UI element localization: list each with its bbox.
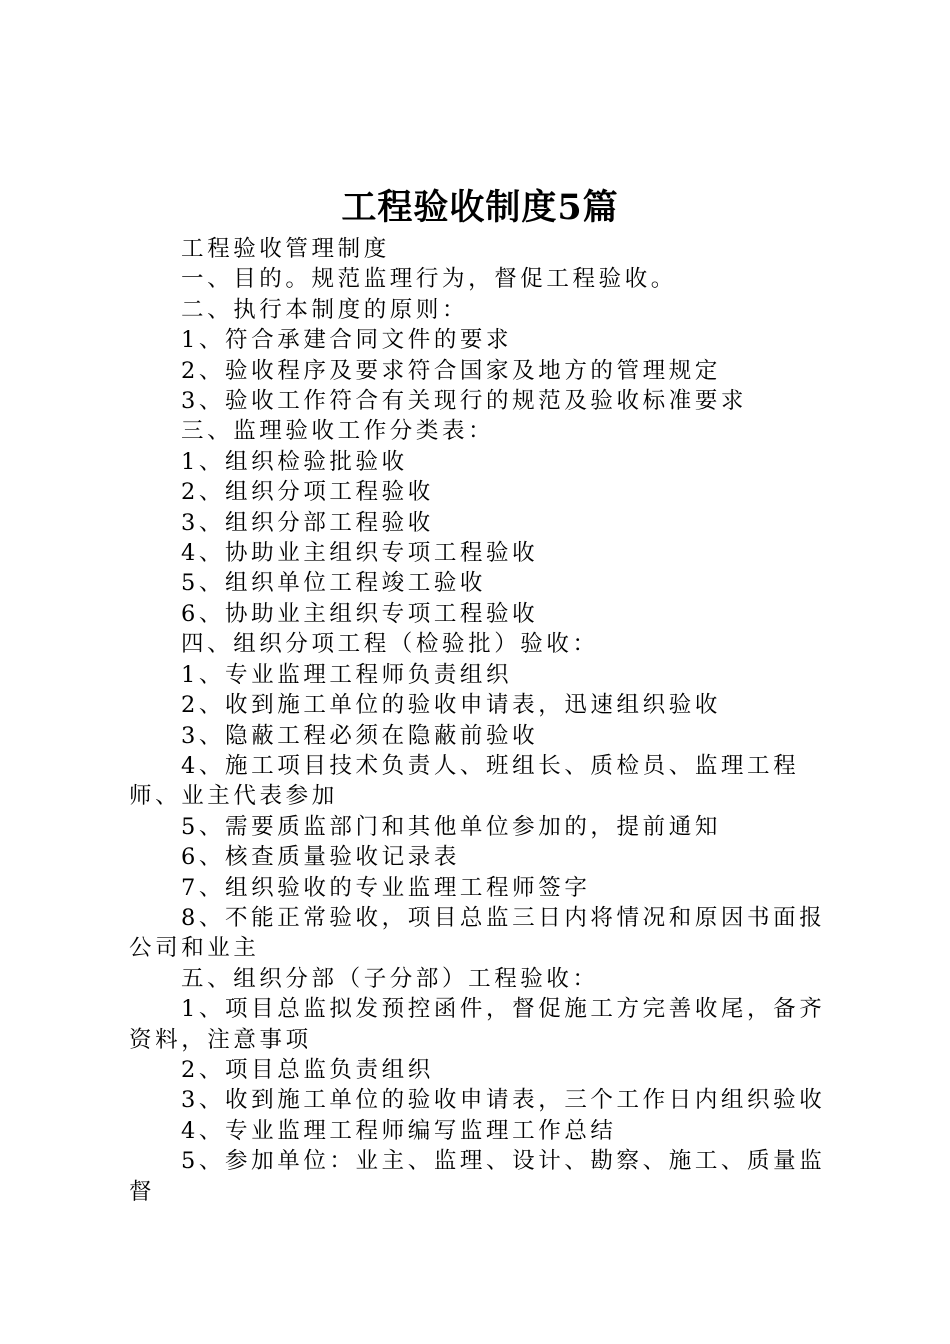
paragraph: 3、收到施工单位的验收申请表，三个工作日内组织验收 [181,1087,826,1114]
paragraph: 一、目的。规范监理行为，督促工程验收。 [181,266,677,293]
document-body [129,234,832,1207]
paragraph: 工程验收管理制度 [181,236,390,262]
paragraph: 6、核查质量验收记录表 [181,844,460,871]
paragraph: 5、参加单位：业主、监理、设计、勘察、施工、质量监督 [129,1148,826,1205]
paragraph: 2、收到施工单位的验收申请表，迅速组织验收 [181,692,721,719]
paragraph: 1、组织检验批验收 [181,448,408,475]
paragraph: 4、协助业主组织专项工程验收 [181,540,539,567]
paragraph: 4、专业监理工程师编写监理工作总结 [181,1117,617,1144]
paragraph: 五、组织分部（子分部）工程验收： [181,965,599,992]
paragraph: 1、专业监理工程师负责组织 [181,661,513,688]
paragraph: 5、组织单位工程竣工验收 [181,570,487,597]
paragraph: 3、组织分部工程验收 [181,509,434,536]
paragraph: 四、组织分项工程（检验批）验收： [181,631,599,658]
paragraph: 二、执行本制度的原则： [181,296,469,323]
paragraph: 2、验收程序及要求符合国家及地方的管理规定 [181,357,721,384]
paragraph: 2、组织分项工程验收 [181,479,434,506]
paragraph: 3、验收工作符合有关现行的规范及验收标准要求 [181,388,748,415]
paragraph: 1、符合承建合同文件的要求 [181,327,513,354]
paragraph: 2、项目总监负责组织 [181,1056,434,1083]
document-title: 工程验收制度5篇 [341,187,619,228]
paragraph: 4、施工项目技术负责人、班组长、质检员、监理工程师、业主代表参加 [129,752,800,810]
paragraph: 三、监理验收工作分类表： [181,418,495,445]
paragraph: 6、协助业主组织专项工程验收 [181,600,539,627]
paragraph: 8、不能正常验收，项目总监三日内将情况和原因书面报公司和业主 [129,904,826,962]
paragraph: 5、需要质监部门和其他单位参加的，提前通知 [181,813,721,840]
paragraph: 3、隐蔽工程必须在隐蔽前验收 [181,722,539,749]
paragraph: 7、组织验收的专业监理工程师签字 [181,874,591,901]
paragraph: 1、项目总监拟发预控函件，督促施工方完善收尾，备齐资料，注意事项 [129,996,826,1053]
